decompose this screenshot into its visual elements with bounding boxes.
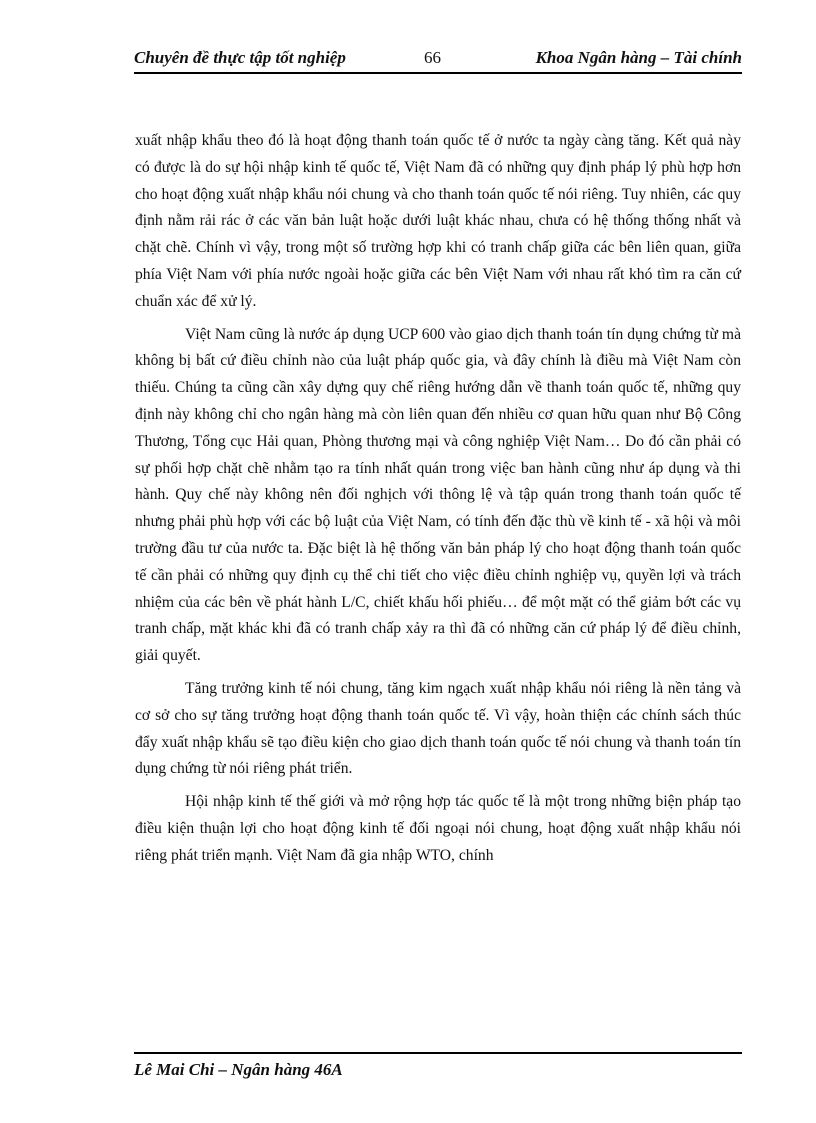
page-footer (134, 1052, 742, 1080)
header-faculty: Khoa Ngân hàng – Tài chính (535, 48, 742, 67)
paragraph-growth: Tăng trưởng kinh tế nói chung, tăng kim ngạch xuất nhập khẩu nói riêng là nền tảng và cơ sở cho sự tăng trưởng hoạt động thanh toán quốc tế. Vì vậy, hoàn thiện các chính sách thúc đẩy xuất nhập khẩu sẽ tạo điều kiện cho giao dịch thanh toán quốc tế nói chung và thanh toán tín dụng chứng từ nói riêng phát triển. (135, 679, 741, 778)
header-report-title: Chuyên đề thực tập tốt nghiệp (134, 48, 346, 67)
body-text (135, 128, 741, 876)
page-header (134, 44, 742, 74)
paragraph-ucp600: Việt Nam cũng là nước áp dụng UCP 600 vào giao dịch thanh toán tín dụng chứng từ mà không bị bất cứ điều chỉnh nào của luật pháp quốc gia, và đây chính là điều mà Việt Nam còn thiếu. Chúng ta cũng cần xây dựng quy chế riêng hướng dẫn về thanh toán quốc tế, những quy định này không chỉ cho ngân hàng mà còn liên quan đến nhiều cơ quan hữu quan như Bộ Công Thương, Tổng cục Hải quan, Phòng thương mại và công nghiệp Việt Nam… Do đó cần phải có sự phối hợp chặt chẽ nhằm tạo ra tính nhất quán trong việc ban hành cũng như áp dụng và thi hành. Quy chế này không nên đối nghịch với thông lệ và tập quán trong thanh toán quốc tế nhưng phải phù hợp với các bộ luật của Việt Nam, có tính đến đặc thù về kinh tế - xã hội và môi trường đầu tư của nước ta. Đặc biệt là hệ thống văn bản pháp lý cho hoạt động thanh toán quốc tế cần phải có những quy định cụ thể chi tiết cho việc điều chỉnh nghiệp vụ, quyền lợi và trách nhiệm của các bên về phát hành L/C, chiết khấu hối phiếu… để một mặt có thể giảm bớt các vụ tranh chấp, mặt khác khi đã có tranh chấp xảy ra thì đã có những căn cứ pháp lý để điều chỉnh, giải quyết. (135, 325, 741, 665)
paragraph-integration: Hội nhập kinh tế thế giới và mở rộng hợp tác quốc tế là một trong những biện pháp tạo điều kiện thuận lợi cho hoạt động kinh tế đối ngoại nói chung, hoạt động xuất nhập khẩu nói riêng phát triển mạnh. Việt Nam đã gia nhập WTO, chính (135, 793, 741, 864)
paragraph-continuation: xuất nhập khẩu theo đó là hoạt động thanh toán quốc tế ở nước ta ngày càng tăng. Kết quả này có được là do sự hội nhập kinh tế quốc tế, Việt Nam đã có những quy định pháp lý phù hợp hơn cho hoạt động xuất nhập khẩu nói chung và cho thanh toán quốc tế nói riêng. Tuy nhiên, các quy định nằm rải rác ở các văn bản luật hoặc dưới luật khác nhau, chưa có hệ thống thống nhất và chặt chẽ. Chính vì vậy, trong một số trường hợp khi có tranh chấp giữa các bên liên quan, giữa phía Việt Nam với phía nước ngoài hoặc giữa các bên Việt Nam với nhau rất khó tìm ra căn cứ chuẩn xác để xử lý. (135, 132, 741, 310)
footer-author: Lê Mai Chi – Ngân hàng 46A (134, 1060, 343, 1079)
page-number: 66 (424, 48, 441, 67)
